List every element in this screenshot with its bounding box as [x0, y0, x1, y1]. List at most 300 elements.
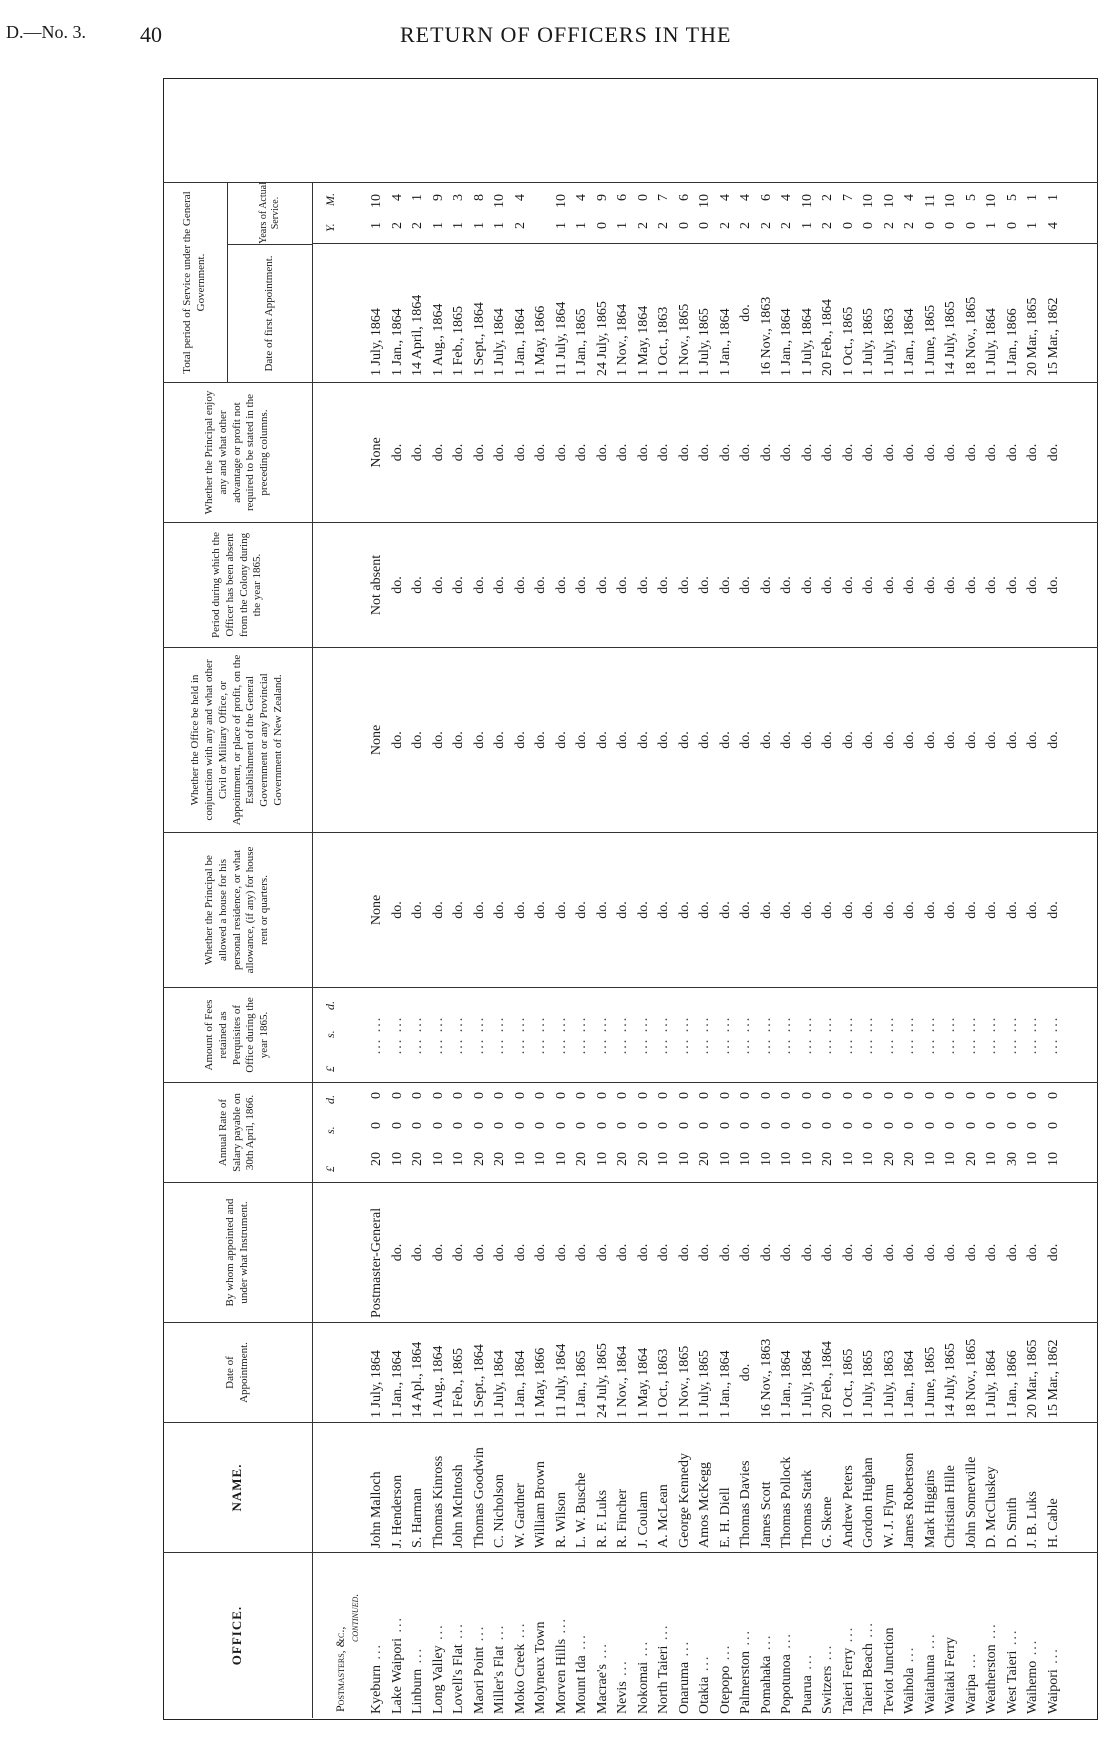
header-total-service: Total period of Service under the General Government. — [163, 183, 228, 382]
service-months: 9 — [430, 194, 446, 201]
absent-cell: do. — [799, 576, 815, 594]
salary-pence: 0 — [1025, 1092, 1040, 1099]
office-cell — [880, 1553, 901, 1718]
service-cell — [798, 183, 819, 382]
salary-shillings: 0 — [492, 1122, 507, 1129]
fees-cell: ... ... — [963, 1015, 979, 1055]
salary-shillings: 0 — [656, 1122, 671, 1129]
leader-dots: ... — [594, 1642, 610, 1665]
office-name: Nokomai — [635, 1661, 651, 1714]
service-months: 4 — [389, 194, 405, 201]
fees-cell: ... ... — [779, 1015, 794, 1055]
advantage-cell: do. — [738, 443, 753, 462]
other-office-cell: do. — [1025, 731, 1040, 749]
house-cell: do. — [656, 901, 671, 919]
name-cell: Amos McKegg — [697, 1462, 712, 1548]
name-cell: Thomas Davies — [738, 1460, 753, 1548]
salary-cell — [654, 1083, 675, 1182]
fees-cell: ... ... — [676, 1015, 692, 1055]
appointed-by-cell: do. — [799, 1243, 815, 1262]
service-years: 0 — [676, 222, 692, 229]
fees-units — [313, 988, 347, 1082]
absent-cell: do. — [963, 576, 979, 594]
appointed-by-cell: do. — [1025, 1243, 1040, 1262]
advantage-cell: do. — [717, 443, 733, 462]
fees-cell: ... ... — [656, 1015, 671, 1055]
absent-cell: do. — [881, 576, 897, 594]
leader-dots: ... — [635, 1639, 651, 1662]
salary-pounds: 20 — [492, 1152, 507, 1166]
absent-cell: do. — [594, 576, 610, 594]
name-cell: J. Coulam — [635, 1491, 651, 1548]
house-cell: do. — [758, 901, 774, 919]
office-name: Macrae's — [594, 1664, 610, 1714]
absent-cell: do. — [615, 576, 630, 594]
appointed-by-cell: do. — [430, 1243, 446, 1262]
service-cell — [531, 183, 552, 382]
date-cell: 1 Nov., 1864 — [615, 1345, 630, 1418]
service-cells — [367, 183, 1064, 382]
date-cell: 1 July, 1864 — [369, 1350, 384, 1418]
service-cell — [921, 183, 942, 382]
absent-cell: do. — [779, 576, 794, 594]
service-years: 0 — [963, 222, 979, 229]
salary-shillings: 0 — [779, 1122, 794, 1129]
absent-cell: do. — [820, 576, 835, 594]
name-cells — [367, 1423, 1064, 1552]
salary-shillings: 0 — [840, 1122, 856, 1129]
first-appointment: 1 July, 1865 — [697, 308, 712, 376]
name-cell: W. Gardner — [512, 1483, 528, 1548]
salary-pounds: 10 — [430, 1152, 446, 1166]
other-office-cells — [367, 648, 1064, 832]
appointed-by-cell: do. — [758, 1243, 774, 1262]
salary-pence: 0 — [820, 1092, 835, 1099]
salary-shillings: 0 — [451, 1122, 466, 1129]
salary-pounds: 10 — [676, 1152, 692, 1166]
other-office-cell: do. — [471, 731, 487, 749]
advantage-cell: do. — [963, 443, 979, 462]
salary-cell — [695, 1083, 716, 1182]
date-cell: 1 Jan., 1864 — [717, 1350, 733, 1418]
service-cell — [818, 183, 839, 382]
appointed-by-cell: do. — [717, 1243, 733, 1262]
salary-pounds: 30 — [1004, 1152, 1020, 1166]
salary-pence: 0 — [840, 1092, 856, 1099]
salary-pence: 0 — [533, 1092, 548, 1099]
unit-shilling: s. — [322, 1126, 337, 1134]
service-cell — [593, 183, 614, 382]
fees-cell: ... ... — [799, 1015, 815, 1055]
header-advantage: Whether the Principal enjoy any and what other advantage or profit not required to be stated in the preceding columns. — [163, 383, 313, 522]
date-cell: 1 July, 1864 — [799, 1350, 815, 1418]
column-house — [163, 833, 1098, 988]
service-cell — [859, 183, 880, 382]
salary-cell — [593, 1083, 614, 1182]
advantage-cell: do. — [656, 443, 671, 462]
leader-dots: ... — [738, 1629, 753, 1651]
service-months: 0 — [635, 194, 651, 201]
service-years: 2 — [758, 222, 774, 229]
house-cell: do. — [881, 901, 897, 919]
leader-dots: ... — [1045, 1647, 1061, 1670]
salary-cell — [429, 1083, 450, 1182]
name-cell: H. Cable — [1045, 1498, 1061, 1548]
house-cell: do. — [963, 901, 979, 919]
name-cell: E. H. Diell — [717, 1487, 733, 1548]
salary-cell — [511, 1083, 532, 1182]
service-cell — [1003, 183, 1024, 382]
date-cell: 1 Jan., 1864 — [512, 1350, 528, 1418]
house-cell: do. — [635, 901, 651, 919]
absent-cell: do. — [1045, 576, 1061, 594]
header-fees: Amount of Fees retained as Perquisites of Office during the year 1865. — [163, 988, 313, 1082]
other-office-cell: None — [369, 724, 384, 756]
date-cell: 1 May, 1864 — [635, 1347, 651, 1418]
other-office-cell: do. — [799, 731, 815, 749]
other-office-cell: do. — [389, 731, 405, 749]
service-months: 1 — [1025, 194, 1040, 201]
other-office-cell: do. — [820, 731, 835, 749]
office-name: Kyeburn — [369, 1665, 384, 1714]
salary-shillings: 0 — [533, 1122, 548, 1129]
fees-unit-shilling: s. — [322, 1030, 337, 1038]
service-cell — [490, 183, 511, 382]
office-cell — [757, 1553, 778, 1718]
name-cell: R. F. Luks — [594, 1489, 610, 1548]
date-cell: 1 July, 1864 — [492, 1350, 507, 1418]
absent-cell: do. — [1004, 576, 1020, 594]
service-cell — [962, 183, 983, 382]
leader-dots: ... — [1025, 1638, 1040, 1661]
fees-cell: ... ... — [533, 1015, 548, 1055]
salary-shillings: 0 — [635, 1122, 651, 1129]
office-name: Puarua — [799, 1675, 815, 1714]
salary-pounds: 20 — [635, 1152, 651, 1166]
salary-cell — [613, 1083, 634, 1182]
service-months: 10 — [943, 194, 958, 208]
other-office-cell: do. — [553, 731, 569, 749]
office-name: Morven Hills — [553, 1638, 569, 1714]
absent-cell: do. — [574, 576, 589, 594]
salary-pounds: 20 — [697, 1152, 712, 1166]
fees-cell: ... ... — [840, 1015, 856, 1055]
office-cell — [490, 1553, 511, 1718]
header-house: Whether the Principal be allowed a house for his personal residence, or what allowance, (if any) for house rent or quarters. — [163, 833, 313, 987]
salary-shillings: 0 — [820, 1122, 835, 1129]
appointed-by-cell: do. — [697, 1243, 712, 1262]
name-cell: R. Fincher — [615, 1488, 630, 1548]
house-cell: do. — [1045, 901, 1061, 919]
service-months: 3 — [451, 194, 466, 201]
salary-pounds: 10 — [799, 1152, 815, 1166]
other-office-cell: do. — [738, 731, 753, 749]
leader-dots: ... — [779, 1632, 794, 1655]
office-cell — [695, 1553, 716, 1718]
advantage-cell: do. — [471, 443, 487, 462]
service-cell — [675, 183, 696, 382]
fees-cell: ... ... — [1045, 1015, 1061, 1055]
house-cell: do. — [410, 901, 425, 919]
leader-dots: ... — [676, 1639, 692, 1662]
office-cell — [511, 1553, 532, 1718]
date-cell: 15 Mar., 1862 — [1045, 1339, 1061, 1418]
first-appointment: 1 July, 1864 — [984, 308, 999, 376]
column-name — [163, 1423, 1098, 1553]
service-cell — [880, 183, 901, 382]
other-office-cell: do. — [779, 731, 794, 749]
fees-cell: ... ... — [512, 1015, 528, 1055]
house-cell: do. — [697, 901, 712, 919]
first-appointment: 20 Mar., 1865 — [1025, 297, 1040, 376]
salary-shillings: 0 — [717, 1122, 733, 1129]
salary-cell — [777, 1083, 798, 1182]
date-cell: 18 Nov., 1865 — [963, 1338, 979, 1418]
service-years: 1 — [799, 222, 815, 229]
fees-cell: ... ... — [615, 1015, 630, 1055]
leader-dots: ... — [922, 1632, 938, 1655]
service-months: 10 — [799, 194, 815, 208]
date-cell: 20 Mar., 1865 — [1025, 1339, 1040, 1418]
first-appointment: 20 Feb., 1864 — [820, 299, 835, 376]
section-heading-text: Postmasters, &c., — [333, 1626, 347, 1712]
leader-dots: ... — [697, 1654, 712, 1677]
appointed-by-cell: do. — [963, 1243, 979, 1262]
house-cell: do. — [451, 901, 466, 919]
absent-cell: do. — [553, 576, 569, 594]
salary-cell — [818, 1083, 839, 1182]
salary-pence: 0 — [451, 1092, 466, 1099]
service-months: 10 — [492, 194, 507, 208]
service-months: 4 — [738, 194, 753, 201]
absent-cell: do. — [430, 576, 446, 594]
first-appointment: 1 Feb., 1865 — [451, 306, 466, 376]
salary-pence: 0 — [410, 1092, 425, 1099]
first-appointment: 1 Oct., 1865 — [840, 306, 856, 376]
other-office-cell: do. — [676, 731, 692, 749]
advantage-cell: do. — [389, 443, 405, 462]
leader-dots: ... — [451, 1622, 466, 1645]
salary-pence: 0 — [779, 1092, 794, 1099]
leader-dots: ... — [410, 1646, 425, 1669]
office-cell — [736, 1553, 757, 1718]
name-cell: Thomas Pollock — [779, 1456, 794, 1548]
salary-pounds: 10 — [1025, 1152, 1040, 1166]
office-name: Mount Ida — [574, 1655, 589, 1714]
other-office-cell: do. — [840, 731, 856, 749]
salary-cell — [859, 1083, 880, 1182]
office-name: Weatherston — [984, 1644, 999, 1714]
office-name: Otakia — [697, 1676, 712, 1714]
date-cell: 1 July, 1865 — [861, 1350, 876, 1418]
first-appointment: 1 July, 1864 — [369, 308, 384, 376]
office-name: Palmerston — [738, 1651, 753, 1714]
service-years: 1 — [574, 222, 589, 229]
salary-pounds: 20 — [369, 1152, 384, 1166]
office-cell — [716, 1553, 737, 1718]
other-office-cell: do. — [717, 731, 733, 749]
salary-cell — [388, 1083, 409, 1182]
salary-pounds: 10 — [758, 1152, 774, 1166]
office-name: Popotunoa — [779, 1654, 794, 1714]
office-cell — [675, 1553, 696, 1718]
first-appointment: 1 Jan., 1866 — [1004, 308, 1020, 376]
appointed-by-cell: do. — [1004, 1243, 1020, 1262]
office-cell — [818, 1553, 839, 1718]
header-date: Date of Appointment. — [163, 1323, 313, 1422]
absent-cell: do. — [922, 576, 938, 594]
service-years: 2 — [779, 222, 794, 229]
first-appointment: 1 June, 1865 — [922, 304, 938, 376]
unit-pence: d. — [322, 1095, 337, 1104]
salary-pence: 0 — [943, 1092, 958, 1099]
other-office-cell: do. — [758, 731, 774, 749]
advantage-cell: do. — [574, 443, 589, 462]
name-cell: Thomas Kinross — [430, 1455, 446, 1548]
other-office-cell: do. — [1045, 731, 1061, 749]
date-cell: 1 Jan., 1866 — [1004, 1350, 1020, 1418]
salary-cell — [880, 1083, 901, 1182]
service-months: 10 — [984, 194, 999, 208]
service-months: 2 — [820, 194, 835, 201]
first-appointment: 24 July, 1865 — [594, 301, 610, 376]
house-cell: do. — [492, 901, 507, 919]
first-appointment: do. — [738, 304, 753, 322]
other-office-cell: do. — [410, 731, 425, 749]
date-cell: 1 Oct., 1863 — [656, 1348, 671, 1418]
advantage-cell: do. — [799, 443, 815, 462]
appointed-by-cell: do. — [410, 1243, 425, 1262]
service-cell — [572, 183, 593, 382]
fees-cell: ... ... — [902, 1015, 917, 1055]
salary-shillings: 0 — [471, 1122, 487, 1129]
name-cell: Thomas Goodwin — [471, 1447, 487, 1548]
leader-dots: ... — [553, 1616, 569, 1639]
absent-cell: do. — [389, 576, 405, 594]
document-reference: D.—No. 3. — [6, 22, 86, 42]
other-office-cell: do. — [430, 731, 446, 749]
fees-cell: ... ... — [881, 1015, 897, 1055]
other-office-cell: do. — [533, 731, 548, 749]
column-absent — [163, 523, 1098, 648]
salary-shillings: 0 — [389, 1122, 405, 1129]
other-office-cell: do. — [512, 731, 528, 749]
absent-cell: do. — [984, 576, 999, 594]
salary-pounds: 10 — [922, 1152, 938, 1166]
salary-cell — [449, 1083, 470, 1182]
office-cell — [798, 1553, 819, 1718]
salary-pence: 0 — [963, 1092, 979, 1099]
salary-pounds: 10 — [779, 1152, 794, 1166]
service-years: 0 — [840, 222, 856, 229]
service-months: 10 — [697, 194, 712, 208]
fees-cell: ... ... — [943, 1015, 958, 1055]
appointed-by-cell: do. — [840, 1243, 856, 1262]
office-name: Lake Waipori — [389, 1638, 405, 1714]
first-appointment: 1 Jan., 1864 — [389, 308, 405, 376]
salary-cell — [675, 1083, 696, 1182]
absent-cell: do. — [758, 576, 774, 594]
house-cell: do. — [389, 901, 405, 919]
service-years: 0 — [861, 222, 876, 229]
other-office-cell: do. — [615, 731, 630, 749]
salary-pounds: 20 — [410, 1152, 425, 1166]
appointed-by-cell: do. — [574, 1243, 589, 1262]
first-appointment: 1 Sept., 1864 — [471, 302, 487, 376]
fees-cell: ... ... — [984, 1015, 999, 1055]
salary-pence: 0 — [799, 1092, 815, 1099]
first-appointment: 18 Nov., 1865 — [963, 296, 979, 376]
date-cell: 1 Aug., 1864 — [430, 1345, 446, 1418]
salary-pounds: 20 — [820, 1152, 835, 1166]
office-name: Otepopo — [717, 1665, 733, 1714]
office-name: Miller's Flat — [492, 1645, 507, 1714]
service-cell — [367, 183, 388, 382]
name-cell: Thomas Stark — [799, 1469, 815, 1548]
salary-pounds: 20 — [902, 1152, 917, 1166]
column-date-of-appointment — [163, 1323, 1098, 1423]
salary-shillings: 0 — [881, 1122, 897, 1129]
service-months: 4 — [512, 194, 528, 201]
unit-year: Y. — [322, 223, 337, 232]
date-cell: 20 Feb., 1864 — [820, 1341, 835, 1418]
first-appointment: 14 July, 1865 — [943, 301, 958, 376]
other-office-cell: do. — [902, 731, 917, 749]
salary-pence: 0 — [697, 1092, 712, 1099]
appointed-by-cell: do. — [1045, 1243, 1061, 1262]
office-cell — [1003, 1553, 1024, 1718]
office-cell — [634, 1553, 655, 1718]
absent-cells — [367, 523, 1064, 647]
name-cell: W. J. Flynn — [881, 1483, 897, 1548]
service-months: 5 — [963, 194, 979, 201]
salary-shillings: 0 — [984, 1122, 999, 1129]
absent-cell: do. — [943, 576, 958, 594]
salary-cell — [408, 1083, 429, 1182]
house-cell: do. — [471, 901, 487, 919]
salary-cell — [634, 1083, 655, 1182]
office-cell — [449, 1553, 470, 1718]
salary-cell — [1023, 1083, 1044, 1182]
salary-pounds: 20 — [574, 1152, 589, 1166]
salary-cell — [470, 1083, 491, 1182]
salary-shillings: 0 — [410, 1122, 425, 1129]
salary-cell — [757, 1083, 778, 1182]
salary-pence: 0 — [676, 1092, 692, 1099]
leader-dots: ... — [902, 1645, 917, 1668]
service-cell — [388, 183, 409, 382]
office-name: Taieri Ferry — [840, 1647, 856, 1714]
appointed-by-cell: do. — [615, 1243, 630, 1262]
appointed-by-cell: do. — [881, 1243, 897, 1262]
office-name: Molyneux Town — [533, 1621, 548, 1714]
salary-pence: 0 — [574, 1092, 589, 1099]
office-cell — [572, 1553, 593, 1718]
header-absent: Period during which the Officer has been absent from the Colony during the year 1865. — [163, 523, 313, 647]
header-other-office: Whether the Office be held in conjunction with any and what other Civil or Military Office, or Appointment, or place of profit, on the Establishment of the General Government or any Provincial Government of New Zealand. — [163, 648, 313, 832]
fees-cell: ... ... — [430, 1015, 446, 1055]
salary-pounds: 10 — [656, 1152, 671, 1166]
office-name: Long Valley — [430, 1645, 446, 1714]
office-name: North Taieri — [656, 1645, 671, 1714]
fees-cell: ... ... — [697, 1015, 712, 1055]
salary-cell — [798, 1083, 819, 1182]
name-cell: John Malloch — [369, 1471, 384, 1548]
office-name: Waitahuna — [922, 1654, 938, 1714]
header-first-appointment: Date of first Appointment. — [227, 244, 313, 382]
salary-pence: 0 — [635, 1092, 651, 1099]
name-cell: S. Harman — [410, 1488, 425, 1548]
